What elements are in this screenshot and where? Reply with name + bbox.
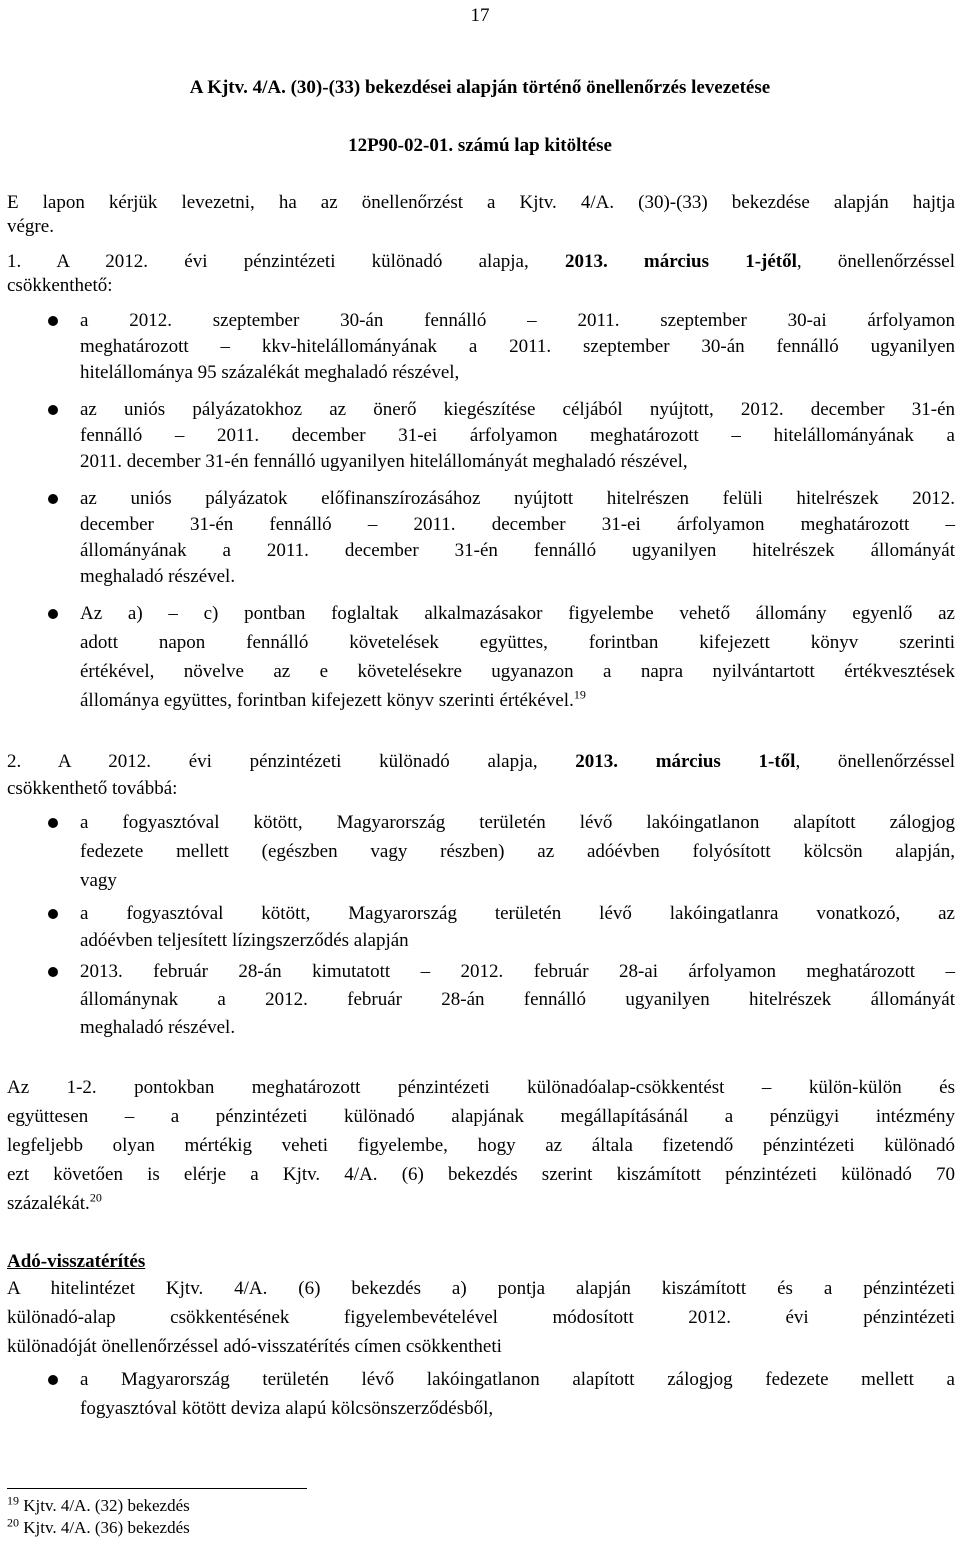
section2-lead-cont: csökkenthető továbbá: bbox=[7, 778, 178, 799]
section1-lead: 1. A 2012. évi pénzintézeti különadó alapja, 2013. március 1-jétől, önellenőrzéssel bbox=[7, 251, 955, 272]
footnote-separator bbox=[7, 1488, 307, 1489]
bullet-text: állománynak a 2012. február 28-án fennálló ugyanilyen hitelrészek állományát bbox=[80, 989, 955, 1010]
paragraph-line: Az 1-2. pontokban meghatározott pénzintézeti különadóalap-csökkentést – külön-külön és bbox=[7, 1077, 955, 1098]
paragraph-line: ezt követően is elérje a Kjtv. 4/A. (6) bekezdés szerint kiszámított pénzintézeti különadó 70 bbox=[7, 1164, 955, 1185]
bullet-icon bbox=[48, 494, 58, 504]
bullet-text: a fogyasztóval kötött, Magyarország területén lévő lakóingatlanon alapított zálogjog bbox=[80, 812, 955, 833]
bullet-icon bbox=[48, 609, 58, 619]
footnote-ref[interactable]: 20 bbox=[89, 1190, 102, 1205]
heading: A Kjtv. 4/A. (30)-(33) bekezdései alapján történő önellenőrzés levezetése bbox=[189, 77, 771, 98]
bullet-icon bbox=[48, 818, 58, 828]
bullet-text: értékével, növelve az e követelésekre ugyanazon a napra nyilvántartott értékvesztések bbox=[80, 661, 955, 682]
bullet-text: a 2012. szeptember 30-án fennálló – 2011. szeptember 30-ai árfolyamon bbox=[80, 310, 955, 331]
paragraph-line: százalékát.$^{20}$ bbox=[7, 1190, 102, 1214]
footnote-ref[interactable]: 19 bbox=[573, 687, 586, 702]
bullet-text: állományának a 2011. december 31-én fennálló ugyanilyen hitelrészek állományát bbox=[80, 540, 955, 561]
bullet-icon bbox=[48, 909, 58, 919]
bullet-text: meghaladó részével. bbox=[80, 566, 236, 587]
bullet-icon bbox=[48, 967, 58, 977]
intro-line: E lapon kérjük levezetni, ha az önellenőrzést a Kjtv. 4/A. (30)-(33) bekezdése alapján hajtja bbox=[7, 192, 955, 213]
bullet-text: az uniós pályázatok előfinanszírozásához nyújtott hitelrészen felüli hitelrészek 2012. bbox=[80, 488, 955, 509]
paragraph-line: együttesen – a pénzintézeti különadó alapjának megállapításánál a pénzügyi intézmény bbox=[7, 1106, 955, 1127]
bullet-text: vagy bbox=[80, 870, 117, 891]
bullet-text: adott napon fennálló követelések együttes, forintban kifejezett könyv szerinti bbox=[80, 632, 955, 653]
bullet-text: adóévben teljesített lízingszerződés alapján bbox=[80, 930, 409, 951]
bullet-text: a fogyasztóval kötött, Magyarország területén lévő lakóingatlanra vonatkozó, az bbox=[80, 903, 955, 924]
bullet-text: december 31-én fennálló – 2011. december 31-ei árfolyamon meghatározott – bbox=[80, 514, 955, 535]
bullet-text: 2013. február 28-án kimutatott – 2012. február 28-ai árfolyamon meghatározott – bbox=[80, 961, 955, 982]
bullet-text: 2011. december 31-én fennálló ugyanilyen hitelállományát meghaladó részével, bbox=[80, 451, 688, 472]
footnote: $^{20}$ Kjtv. 4/A. (36) bekezdés bbox=[7, 1515, 190, 1537]
bullet-icon bbox=[48, 405, 58, 415]
intro-line: végre. bbox=[7, 216, 54, 237]
footnote: $^{19}$ Kjtv. 4/A. (32) bekezdés bbox=[7, 1493, 190, 1515]
subheading: 12P90-02-01. számú lap kitöltése bbox=[348, 135, 612, 156]
paragraph-line: legfeljebb olyan mértékig veheti figyelembe, hogy az általa fizetendő pénzintézeti különadó bbox=[7, 1135, 955, 1156]
bullet-text: fogyasztóval kötött deviza alapú kölcsönszerződésből, bbox=[80, 1398, 494, 1419]
paragraph-line: A hitelintézet Kjtv. 4/A. (6) bekezdés a) pontja alapján kiszámított és a pénzintézeti bbox=[7, 1278, 955, 1299]
bullet-text: a Magyarország területén lévő lakóingatlanon alapított zálogjog fedezete mellett a bbox=[80, 1369, 955, 1390]
bullet-icon bbox=[48, 1375, 58, 1385]
bullet-text: fedezete mellett (egészben vagy részben) az adóévben folyósított kölcsön alapján, bbox=[80, 841, 955, 862]
bullet-text: meghaladó részével. bbox=[80, 1017, 236, 1038]
bullet-text: állománya együttes, forintban kifejezett könyv szerinti értékével.$^{19}$ bbox=[80, 687, 586, 711]
section2-lead: 2. A 2012. évi pénzintézeti különadó alapja, 2013. március 1-től, önellenőrzéssel bbox=[7, 751, 955, 772]
paragraph-line: különadó-alap csökkentésének figyelembevételével módosított 2012. évi pénzintézeti bbox=[7, 1307, 955, 1328]
section1-lead-cont: csökkenthető: bbox=[7, 275, 113, 296]
paragraph-line: különadóját önellenőrzéssel adó-visszatérítés címen csökkentheti bbox=[7, 1336, 502, 1357]
bullet-text: fennálló – 2011. december 31-ei árfolyamon meghatározott – hitelállományának a bbox=[80, 425, 955, 446]
bullet-text: meghatározott – kkv-hitelállományának a 2011. szeptember 30-án fennálló ugyanilyen bbox=[80, 336, 955, 357]
bullet-text: hitelállománya 95 százalékát meghaladó részével, bbox=[80, 362, 460, 383]
bullet-icon bbox=[48, 316, 58, 326]
page-number: 17 bbox=[470, 5, 490, 26]
section-title: Adó-visszatérítés bbox=[7, 1251, 146, 1272]
bullet-text: Az a) – c) pontban foglaltak alkalmazásakor figyelembe vehető állomány egyenlő az bbox=[80, 603, 955, 624]
bullet-text: az uniós pályázatokhoz az önerő kiegészítése céljából nyújtott, 2012. december 31-én bbox=[80, 399, 955, 420]
